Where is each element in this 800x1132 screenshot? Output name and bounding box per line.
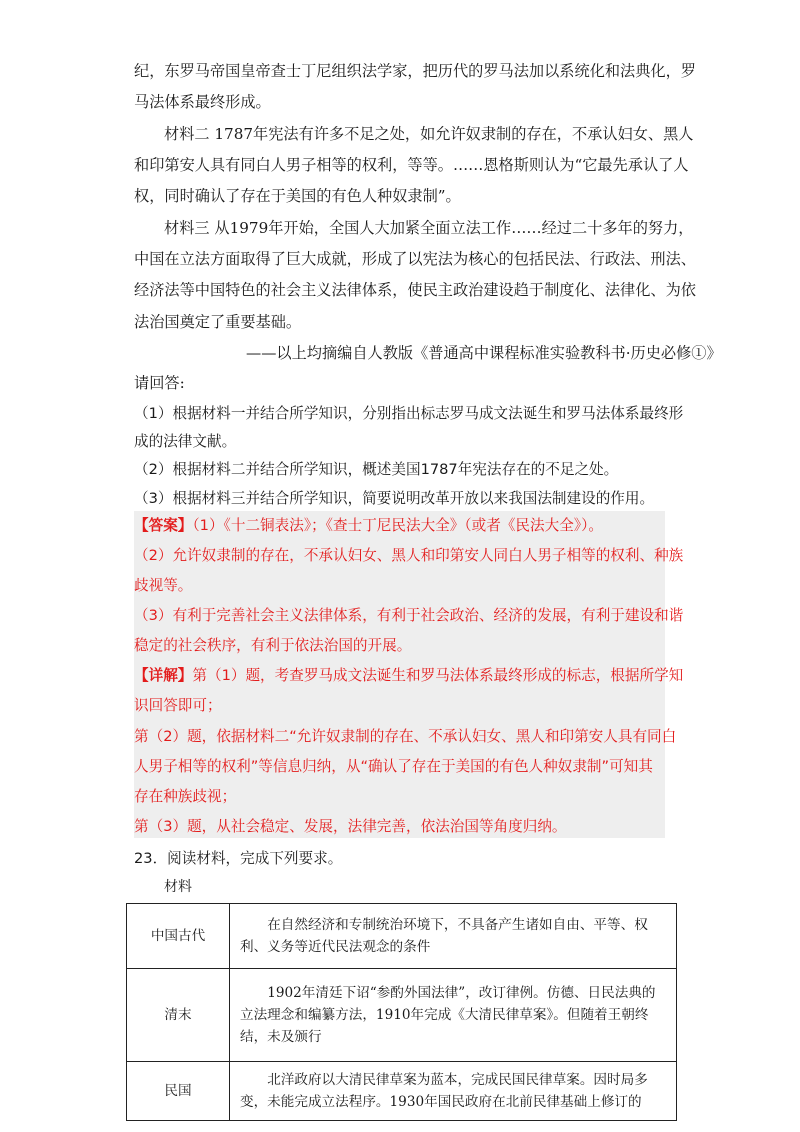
passage-line: 中国在立法方面取得了巨大成就，形成了以宪法为核心的包括民法、行政法、刑法、 bbox=[134, 250, 696, 268]
era-cell: 清末 bbox=[127, 969, 230, 1062]
explanation-line: 第（3）题，从社会稳定、发展，法律完善，依法治国等角度归纳。 bbox=[134, 818, 567, 835]
answer-line: 歧视等。 bbox=[134, 577, 193, 594]
question-23-heading: 23．阅读材料，完成下列要求。 bbox=[134, 850, 343, 867]
answer-tag: 【答案】 bbox=[134, 517, 193, 534]
table-row bbox=[127, 969, 677, 1062]
explanation-tag: 【详解】 bbox=[134, 667, 193, 684]
material-label: 材料 bbox=[164, 879, 192, 895]
answer-text: （1）《十二铜表法》；《查士丁尼民法大全》（或者《民法大全》）。 bbox=[192, 517, 603, 534]
description-cell: 1902年清廷下诏“参酌外国法律”，改订律例。仿德、日民法典的立法理念和编纂方法，1910年完成《大清民律草案》。但随着王朝终结，未及颁行 bbox=[230, 969, 677, 1062]
answer-line: 稳定的社会秩序，有利于依法治国的开展。 bbox=[134, 637, 412, 654]
era-cell: 中国古代 bbox=[127, 904, 230, 969]
passage-line: 马法体系最终形成。 bbox=[134, 93, 271, 111]
question-line: （3）根据材料三并结合所学知识，简要说明改革开放以来我国法制建设的作用。 bbox=[134, 490, 655, 507]
explanation-text: 第（1）题，考查罗马成文法诞生和罗马法体系最终形成的标志，根据所学知 bbox=[192, 667, 684, 684]
explanation-line bbox=[134, 666, 683, 686]
explanation-line: 人男子相等的权利”等信息归纳，从“确认了存在于美国的有色人种奴隶制”可知其 bbox=[134, 758, 653, 775]
questions-prompt: 请回答: bbox=[134, 374, 185, 392]
question-line: （1）根据材料一并结合所学知识，分别指出标志罗马成文法诞生和罗马法体系最终形 bbox=[134, 405, 684, 422]
description-cell: 北洋政府以大清民律草案为蓝本，完成民国民律草案。因时局多变，未能完成立法程序。1930年国民政府在北前民律基础上修订的 bbox=[230, 1062, 677, 1121]
material-two-line: 材料二 1787年宪法有许多不足之处，如允许奴隶制的存在，不承认妇女、黑人 bbox=[164, 125, 694, 143]
passage-line: 和印第安人具有同白人男子相等的权利，等等。……恩格斯则认为“它最先承认了人 bbox=[134, 156, 689, 174]
material-three-line: 材料三 从1979年开始，全国人大加紧全面立法工作……经过二十多年的努力， bbox=[164, 219, 694, 237]
material-table bbox=[126, 903, 677, 1121]
passage-source: ——以上均摘编自人教版《普通高中课程标准实验教科书·历史必修①》 bbox=[246, 344, 722, 362]
question-line: （2）根据材料二并结合所学知识，概述美国1787年宪法存在的不足之处。 bbox=[134, 461, 619, 478]
explanation-line: 存在种族歧视； bbox=[134, 788, 237, 805]
passage-line: 经济法等中国特色的社会主义法律体系，使民主政治建设趋于制度化、法律化、为依 bbox=[134, 281, 696, 299]
description-cell: 在自然经济和专制统治环境下，不具备产生诸如自由、平等、权利、义务等近代民法观念的条件 bbox=[230, 904, 677, 969]
table-row bbox=[127, 1062, 677, 1121]
passage-line: 权，同时确认了存在于美国的有色人种奴隶制”。 bbox=[134, 187, 461, 205]
question-line: 成的法律文献。 bbox=[134, 433, 237, 450]
era-cell: 民国 bbox=[127, 1062, 230, 1121]
explanation-line: 第（2）题，依据材料二“允许奴隶制的存在、不承认妇女、黑人和印第安人具有同白 bbox=[134, 728, 677, 745]
passage-line: 纪，东罗马帝国皇帝查士丁尼组织法学家，把历代的罗马法加以系统化和法典化，罗 bbox=[134, 62, 696, 80]
explanation-line: 识回答即可； bbox=[134, 697, 222, 714]
answer-line bbox=[134, 516, 603, 536]
answer-line: （3）有利于完善社会主义法律体系，有利于社会政治、经济的发展，有利于建设和谐 bbox=[134, 607, 684, 624]
table-row bbox=[127, 904, 677, 969]
answer-line: （2）允许奴隶制的存在，不承认妇女、黑人和印第安人同白人男子相等的权利、种族 bbox=[134, 547, 684, 564]
passage-line: 法治国奠定了重要基础。 bbox=[134, 313, 302, 331]
